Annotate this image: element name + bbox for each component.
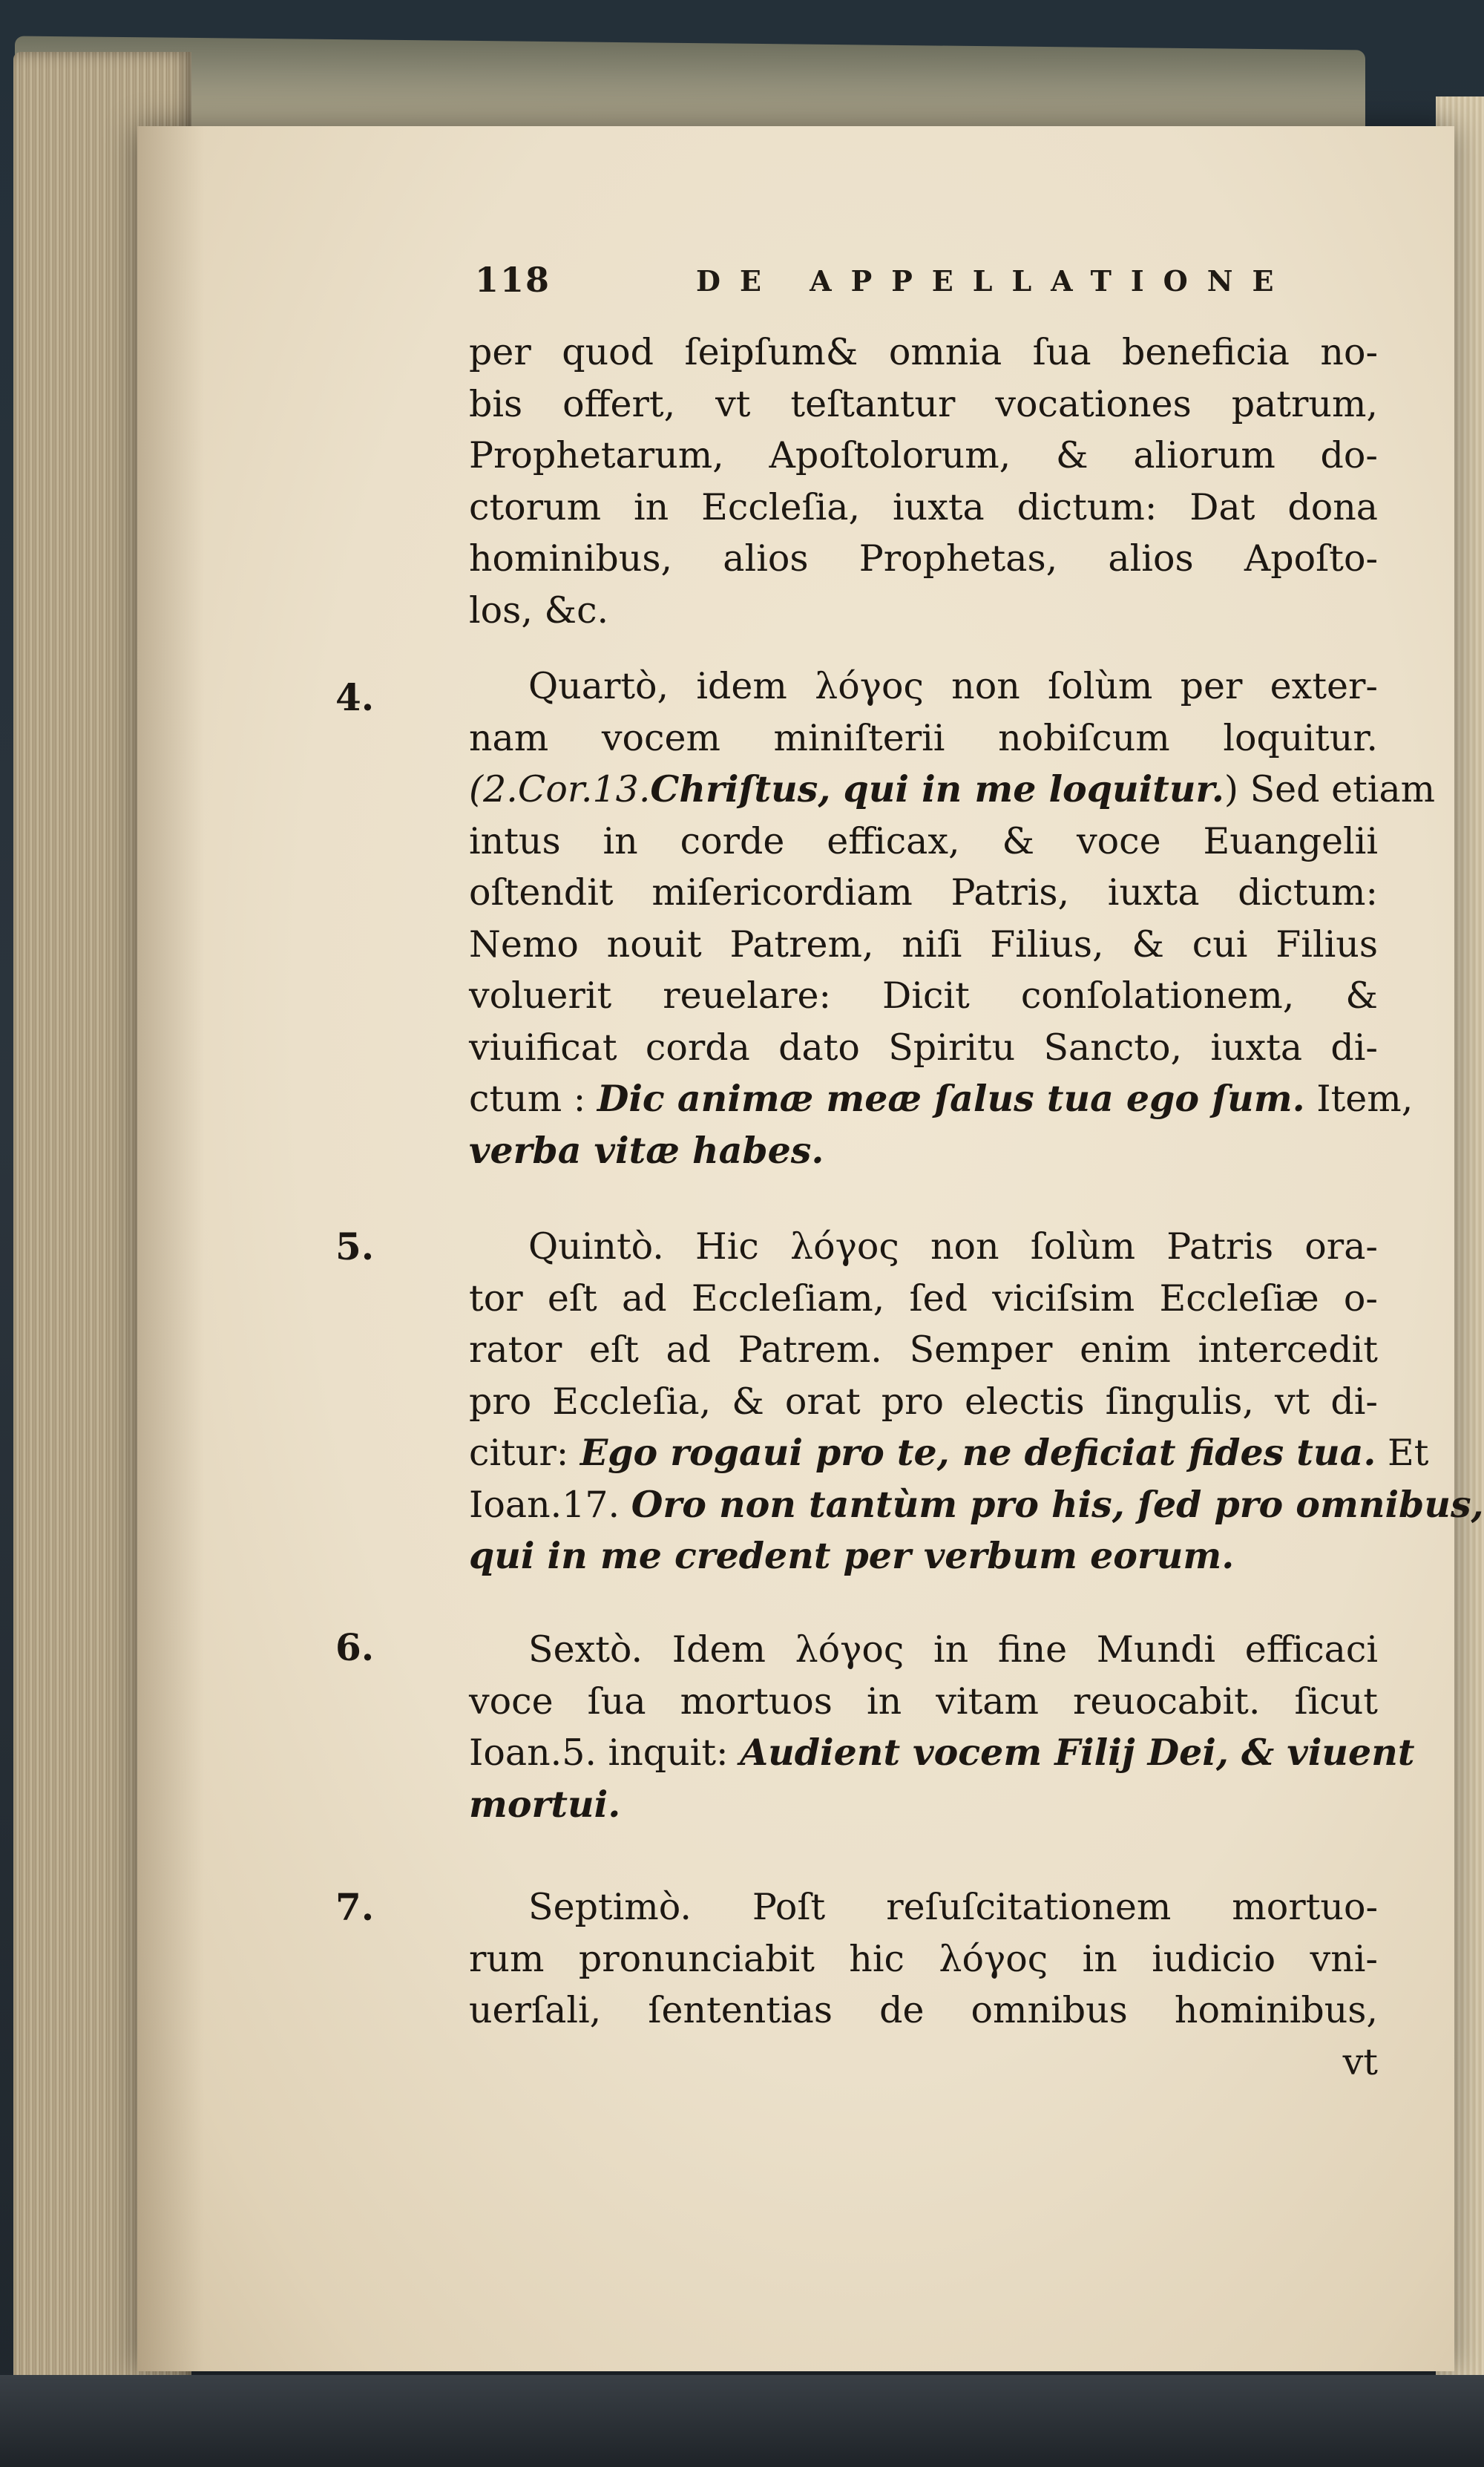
- text-line: intus in corde efficax, & voce Euangelii: [469, 819, 1378, 862]
- text-line: ctorum in Eccleſia, iuxta dictum: Dat dona: [469, 485, 1378, 528]
- text-line: los, &c.: [469, 589, 609, 632]
- text-line: hominibus, alios Prophetas, alios Apoſto-: [469, 537, 1378, 580]
- text-line: voce ſua mortuos in vitam reuocabit. ſicut: [469, 1680, 1378, 1723]
- running-head: DE APPELLATIONE: [696, 264, 1293, 298]
- text-line: Nemo nouit Patrem, niſi Filius, & cui Filius: [469, 923, 1378, 966]
- text-line: uerſali, ſententias de omnibus hominibus,: [469, 1989, 1378, 2031]
- text-line: (2.Cor.13.Chriſtus, qui in me loquitur.) Sed etiam: [469, 767, 1436, 810]
- text-line: nam vocem miniſterii nobiſcum loquitur.: [469, 716, 1378, 759]
- text-line: bis offert, vt teſtantur vocationes patrum,: [469, 382, 1378, 425]
- text-line: mortui.: [469, 1782, 621, 1826]
- marginal-number: 4.: [335, 675, 375, 719]
- paragraph-6: [469, 1624, 1415, 1830]
- book-top-edge: [15, 36, 1365, 139]
- text-line: rum pronunciabit hic λόγος in iudicio vni-: [469, 1937, 1378, 1980]
- paragraph-5: [469, 1221, 1484, 1582]
- text-line: rator eſt ad Patrem. Semper enim intercedit: [469, 1328, 1378, 1371]
- page-number: 118: [475, 260, 551, 300]
- paragraph-4: [469, 661, 1436, 1176]
- text-line: oſtendit miſericordiam Patris, iuxta dictum:: [469, 871, 1378, 914]
- text-line: ctum : Dic animæ meæ ſalus tua ego ſum. Item,: [469, 1077, 1414, 1120]
- text-line: citur: Ego rogaui pro te, ne deficiat fides tua. Et: [469, 1431, 1429, 1474]
- text-line: viuificat corda dato Spiritu Sancto, iuxta di-: [469, 1026, 1378, 1069]
- marginal-number: 7.: [335, 1885, 375, 1929]
- bottom-background: [0, 2375, 1484, 2467]
- text-line: qui in me credent per verbum eorum.: [469, 1534, 1235, 1577]
- text-line: Prophetarum, Apoſtolorum, & aliorum do-: [469, 434, 1378, 476]
- marginal-number: 6.: [335, 1625, 375, 1669]
- gutter-shadow: [137, 126, 204, 2371]
- paragraph-continuation: [469, 327, 1378, 636]
- text-line: Ioan.17. Oro non tantùm pro his, ſed pro omnibus,: [469, 1482, 1484, 1526]
- text-line: verba vitæ habes.: [469, 1128, 824, 1172]
- text-line: tor eſt ad Eccleſiam, ſed viciſsim Eccleſiæ o-: [469, 1277, 1378, 1320]
- paragraph-7: [469, 1881, 1378, 2088]
- text-line: Septimò. Poſt reſuſcitationem mortuo-: [528, 1886, 1378, 1928]
- text-line: Quartò, idem λόγος non ſolùm per exter-: [528, 665, 1378, 707]
- catchword: vt: [1342, 2040, 1378, 2083]
- text-line: per quod ſeipſum& omnia ſua beneficia no-: [469, 331, 1378, 373]
- text-line: Quintò. Hic λόγος non ſolùm Patris ora-: [528, 1225, 1378, 1268]
- text-line: Ioan.5. inquit: Audient vocem Filij Dei, & viuent: [469, 1731, 1415, 1774]
- text-line: voluerit reuelare: Dicit conſolationem, &: [469, 974, 1378, 1017]
- text-line: Sextò. Idem λόγος in fine Mundi efficaci: [528, 1628, 1378, 1671]
- marginal-number: 5.: [335, 1225, 375, 1268]
- text-line: pro Eccleſia, & orat pro electis ſingulis, vt di-: [469, 1380, 1378, 1423]
